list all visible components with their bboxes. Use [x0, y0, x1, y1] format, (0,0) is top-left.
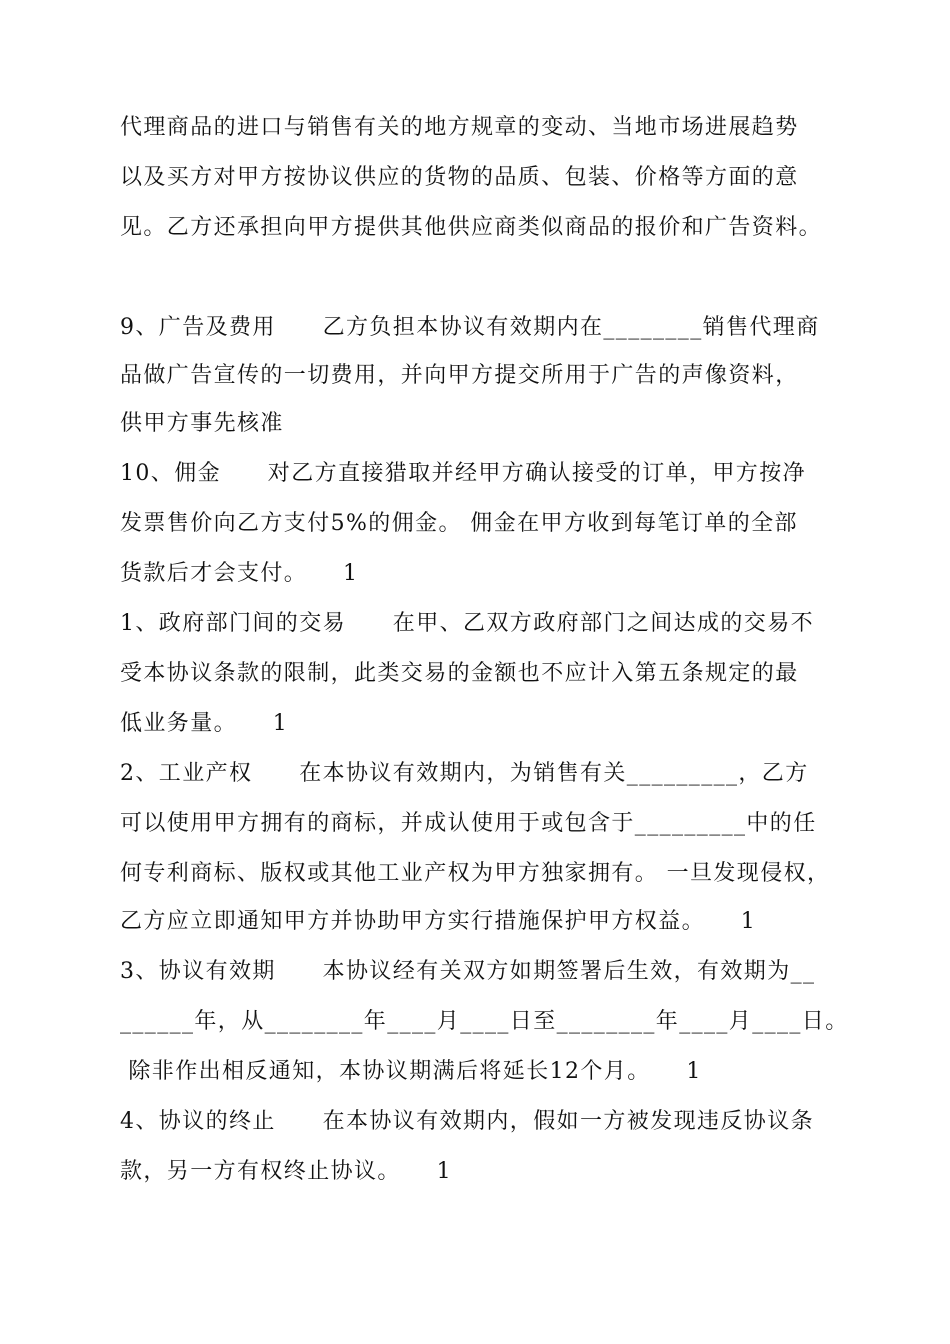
clause-2-heading-line: 2、工业产权 在本协议有效期内，为销售有关_________，乙方	[120, 761, 809, 786]
paragraph-line: 低业务量。 1	[120, 711, 289, 736]
clause-3-heading-line: 3、协议有效期 本协议经有关双方如期签署后生效，有效期为__	[120, 959, 816, 984]
clause-10-heading-line: 10、佣金 对乙方直接猎取并经甲方确认接受的订单，甲方按净	[120, 461, 806, 486]
clause-9-heading-line: 9、广告及费用 乙方负担本协议有效期内在________销售代理商	[120, 315, 820, 340]
paragraph-line: 款，另一方有权终止协议。 1	[120, 1159, 452, 1184]
paragraph-line: 供甲方事先核准	[120, 411, 284, 436]
paragraph-line: 代理商品的进口与销售有关的地方规章的变动、当地市场进展趋势	[120, 115, 799, 140]
paragraph-line: ______年，从________年____月____日至________年____月____日。	[120, 1009, 849, 1034]
paragraph-line: 何专利商标、版权或其他工业产权为甲方独家拥有。 一旦发现侵权，	[120, 861, 831, 886]
paragraph-line: 品做广告宣传的一切费用，并向甲方提交所用于广告的声像资料，	[120, 363, 799, 388]
paragraph-line: 货款后才会支付。 1	[120, 561, 359, 586]
paragraph-line: 乙方应立即通知甲方并协助甲方实行措施保护甲方权益。 1	[120, 909, 757, 934]
paragraph-line: 以及买方对甲方按协议供应的货物的品质、包装、价格等方面的意	[120, 165, 799, 190]
paragraph-line: 除非作出相反通知，本协议期满后将延长12个月。 1	[120, 1059, 702, 1084]
paragraph-line: 发票售价向乙方支付5%的佣金。 佣金在甲方收到每笔订单的全部	[120, 511, 798, 536]
clause-1-heading-line: 1、政府部门间的交易 在甲、乙双方政府部门之间达成的交易不	[120, 611, 814, 636]
paragraph-line: 受本协议条款的限制，此类交易的金额也不应计入第五条规定的最	[120, 661, 799, 686]
paragraph-line: 见。乙方还承担向甲方提供其他供应商类似商品的报价和广告资料。	[120, 215, 823, 240]
paragraph-line: 可以使用甲方拥有的商标，并成认使用于或包含于_________中的任	[120, 811, 817, 836]
clause-4-heading-line: 4、协议的终止 在本协议有效期内，假如一方被发现违反协议条	[120, 1109, 814, 1134]
